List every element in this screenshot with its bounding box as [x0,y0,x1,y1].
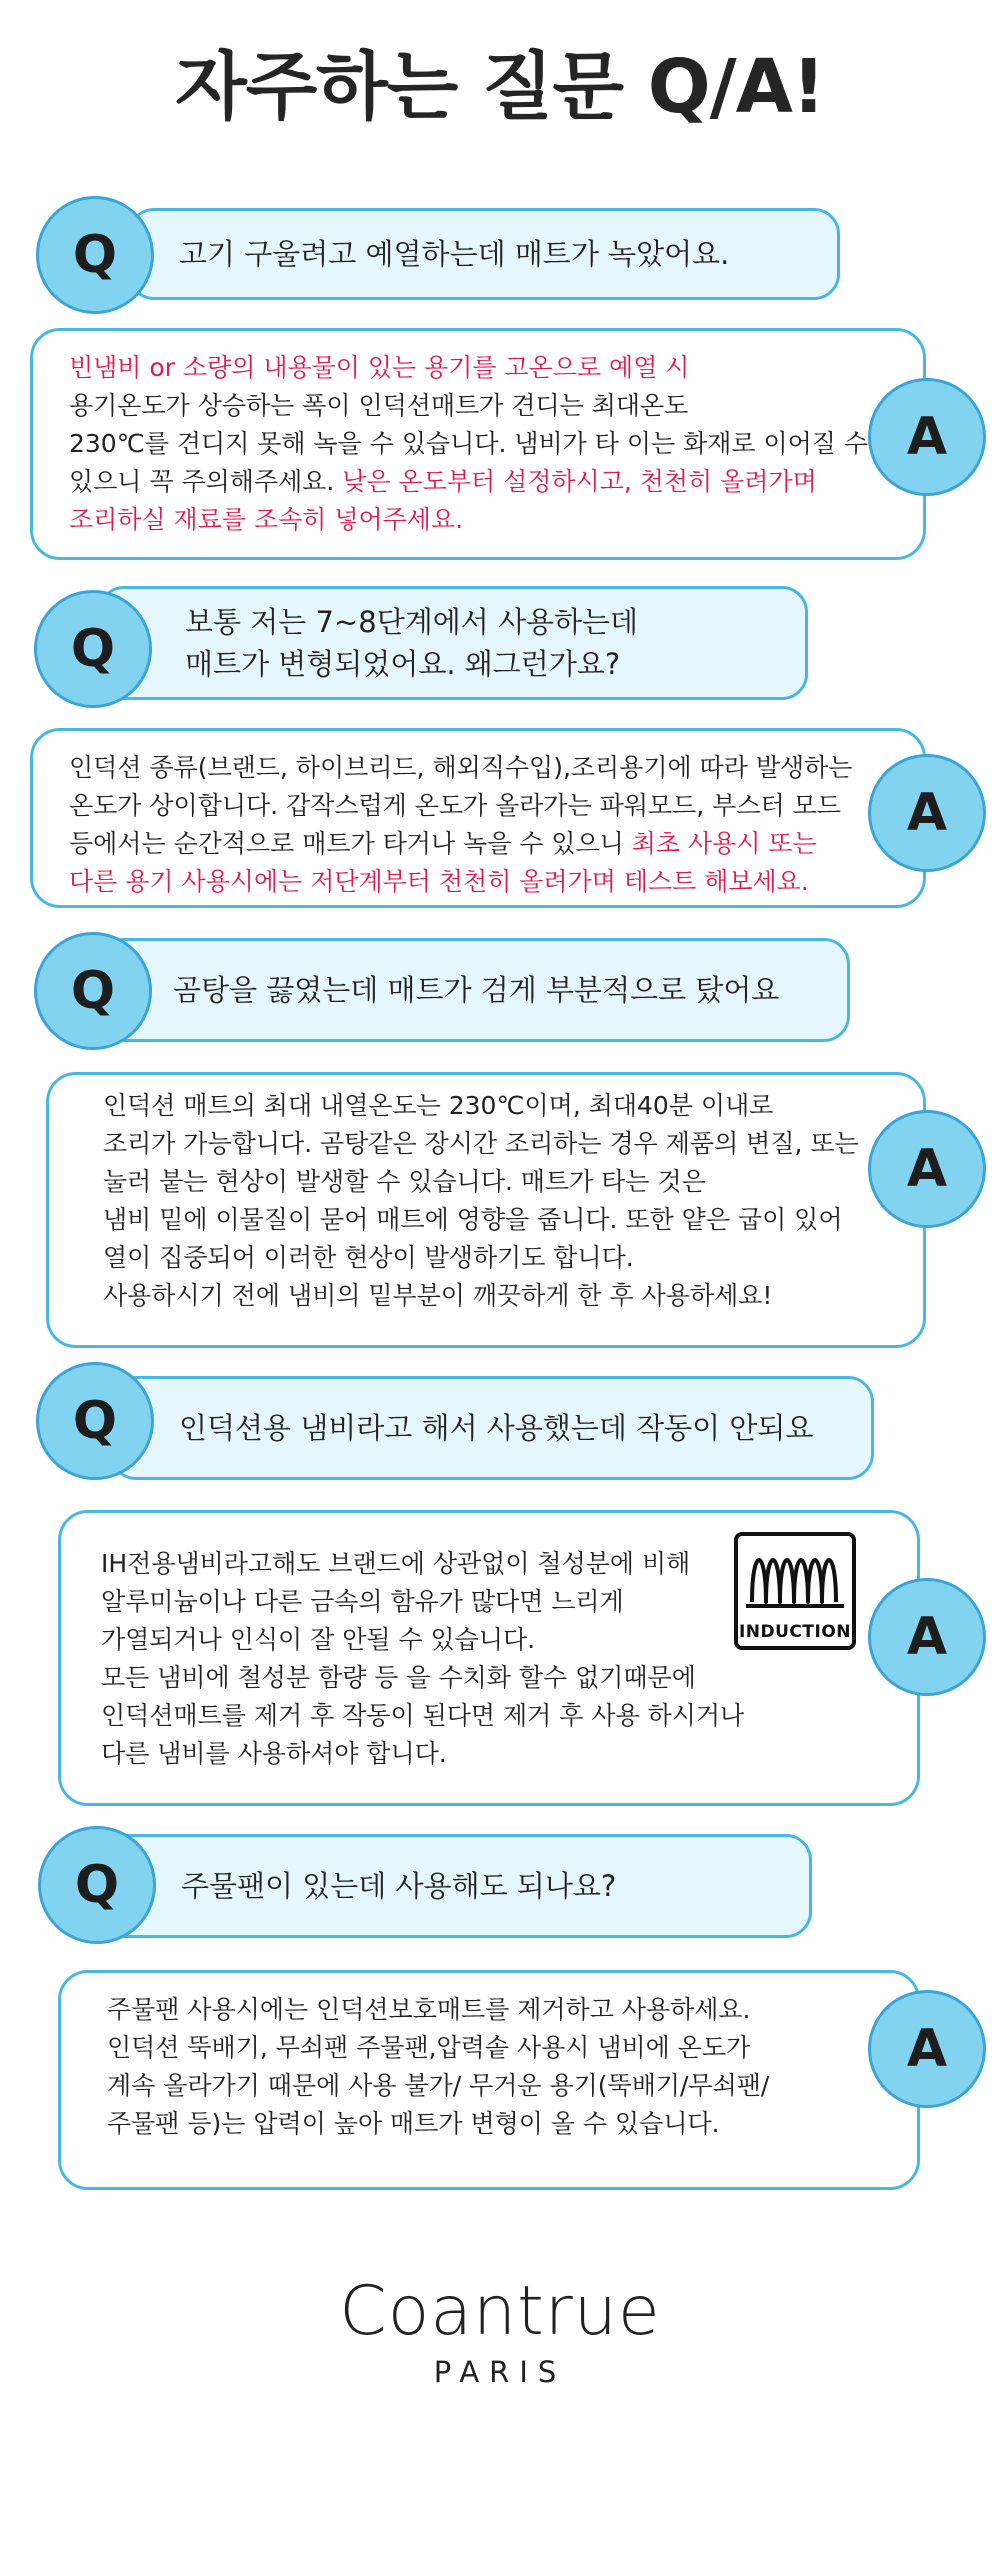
q-badge-5: Q [38,1826,156,1944]
induction-label: INDUCTION [738,1622,852,1642]
question-text-3: 곰탕을 끓였는데 매트가 검게 부분적으로 탔어요 [173,973,780,1007]
question-text-4: 인덕션용 냄비라고 해서 사용했는데 작동이 안되요 [179,1411,814,1445]
induction-coil-icon [738,1536,852,1616]
a-badge-2: A [868,754,986,872]
answer-text-4: IH전용냄비라고해도 브랜드에 상관없이 철성분에 비해 알루미늄이나 다른 금속의 함유가 많다면 느리게 가열되거나 인식이 잘 안될 수 있습니다. 모든 냄비에 철성분 함량 등 을 수치화 할수 없기때문에 인덕션매트를 제거 후 작동이 된다면 제거 후 사용 하시거나 다른 냄비를 사용하셔야 합니다. [101,1549,745,1768]
answer-text-5: 주물팬 사용시에는 인덕션보호매트를 제거하고 사용하세요. 인덕션 뚝배기, 무쇠팬 주물팬,압력솥 사용시 냄비에 온도가 계속 올라가기 때문에 사용 불가/ 무거운 용기(뚝배기/무쇠팬/ 주물팬 등)는 압력이 높아 매트가 변형이 올 수 있습니다. [107,1995,770,2138]
answer-box-3 [46,1072,926,1348]
answer-text-2 [69,749,887,901]
answer-box-2 [30,728,926,908]
answer-2-part-2: 최초 사용시 또는 다른 용기 사용시에는 저단계부터 천천히 올려가며 테스트 해보세요. [69,829,817,896]
induction-icon [734,1532,856,1650]
question-text-2: 보통 저는 7~8단계에서 사용하는데 매트가 변형되었어요. 왜그런가요? [185,605,639,681]
question-text-5: 주물팬이 있는데 사용해도 되나요? [181,1869,617,1903]
brand-subtitle: PARIS [433,2355,567,2389]
answer-2-part-1: 인덕션 종류(브랜드, 하이브리드, 해외직수입),조리용기에 따라 발생하는 온도가 상이합니다. 갑작스럽게 온도가 올라가는 파워모드, 부스터 모드 등에서는 순간적으로 매트가 타거나 녹을 수 있으니 [69,753,853,858]
question-text-1: 고기 구울려고 예열하는데 매트가 녹았어요. [179,237,730,271]
question-box-3 [98,938,850,1042]
a-badge-3: A [868,1110,986,1228]
a-badge-1: A [868,378,986,496]
q-badge-4: Q [36,1362,154,1480]
page-title: 자주하는 질문 Q/A! [175,44,825,130]
a-badge-4: A [868,1578,986,1696]
q-badge-3: Q [34,932,152,1050]
question-box-2 [98,586,808,700]
question-box-4 [110,1376,874,1480]
answer-text-3: 인덕션 매트의 최대 내열온도는 230℃이며, 최대40분 이내로 조리가 가능합니다. 곰탕같은 장시간 조리하는 경우 제품의 변질, 또는 눌러 붙는 현상이 발생할 수 있습니다. 매트가 타는 것은 냄비 밑에 이물질이 묻어 매트에 영향을 줍니다. 또한 얕은 굽이 있어 열이 집중되어 이러한 현상이 발생하기도 합니다. 사용하시기 전에 냄비의 밑부분이 깨끗하게 한 후 사용하세요! [103,1091,859,1310]
answer-box-1 [30,328,926,560]
question-box-1 [128,208,840,300]
a-badge-5: A [868,1990,986,2108]
brand-logo: Coantrue [339,2272,661,2351]
answer-1-part-1: 빈냄비 or 소량의 내용물이 있는 용기를 고온으로 예열 시 [69,353,690,382]
answer-1-part-3: 낮은 온도부터 설정하시고, 천천히 올려가며 조리하실 재료를 조속히 넣어주세요. [69,467,817,534]
answer-1-part-2: 용기온도가 상승하는 폭이 인덕션매트가 견디는 최대온도 230℃를 견디지 못해 녹을 수 있습니다. 냄비가 타 이는 화재로 이어질 수 있으니 꼭 주의해주세요. [69,391,869,496]
answer-text-1 [69,349,887,539]
q-badge-1: Q [36,196,154,314]
q-badge-2: Q [34,590,152,708]
question-box-5 [98,1834,812,1938]
answer-box-5 [58,1970,920,2190]
